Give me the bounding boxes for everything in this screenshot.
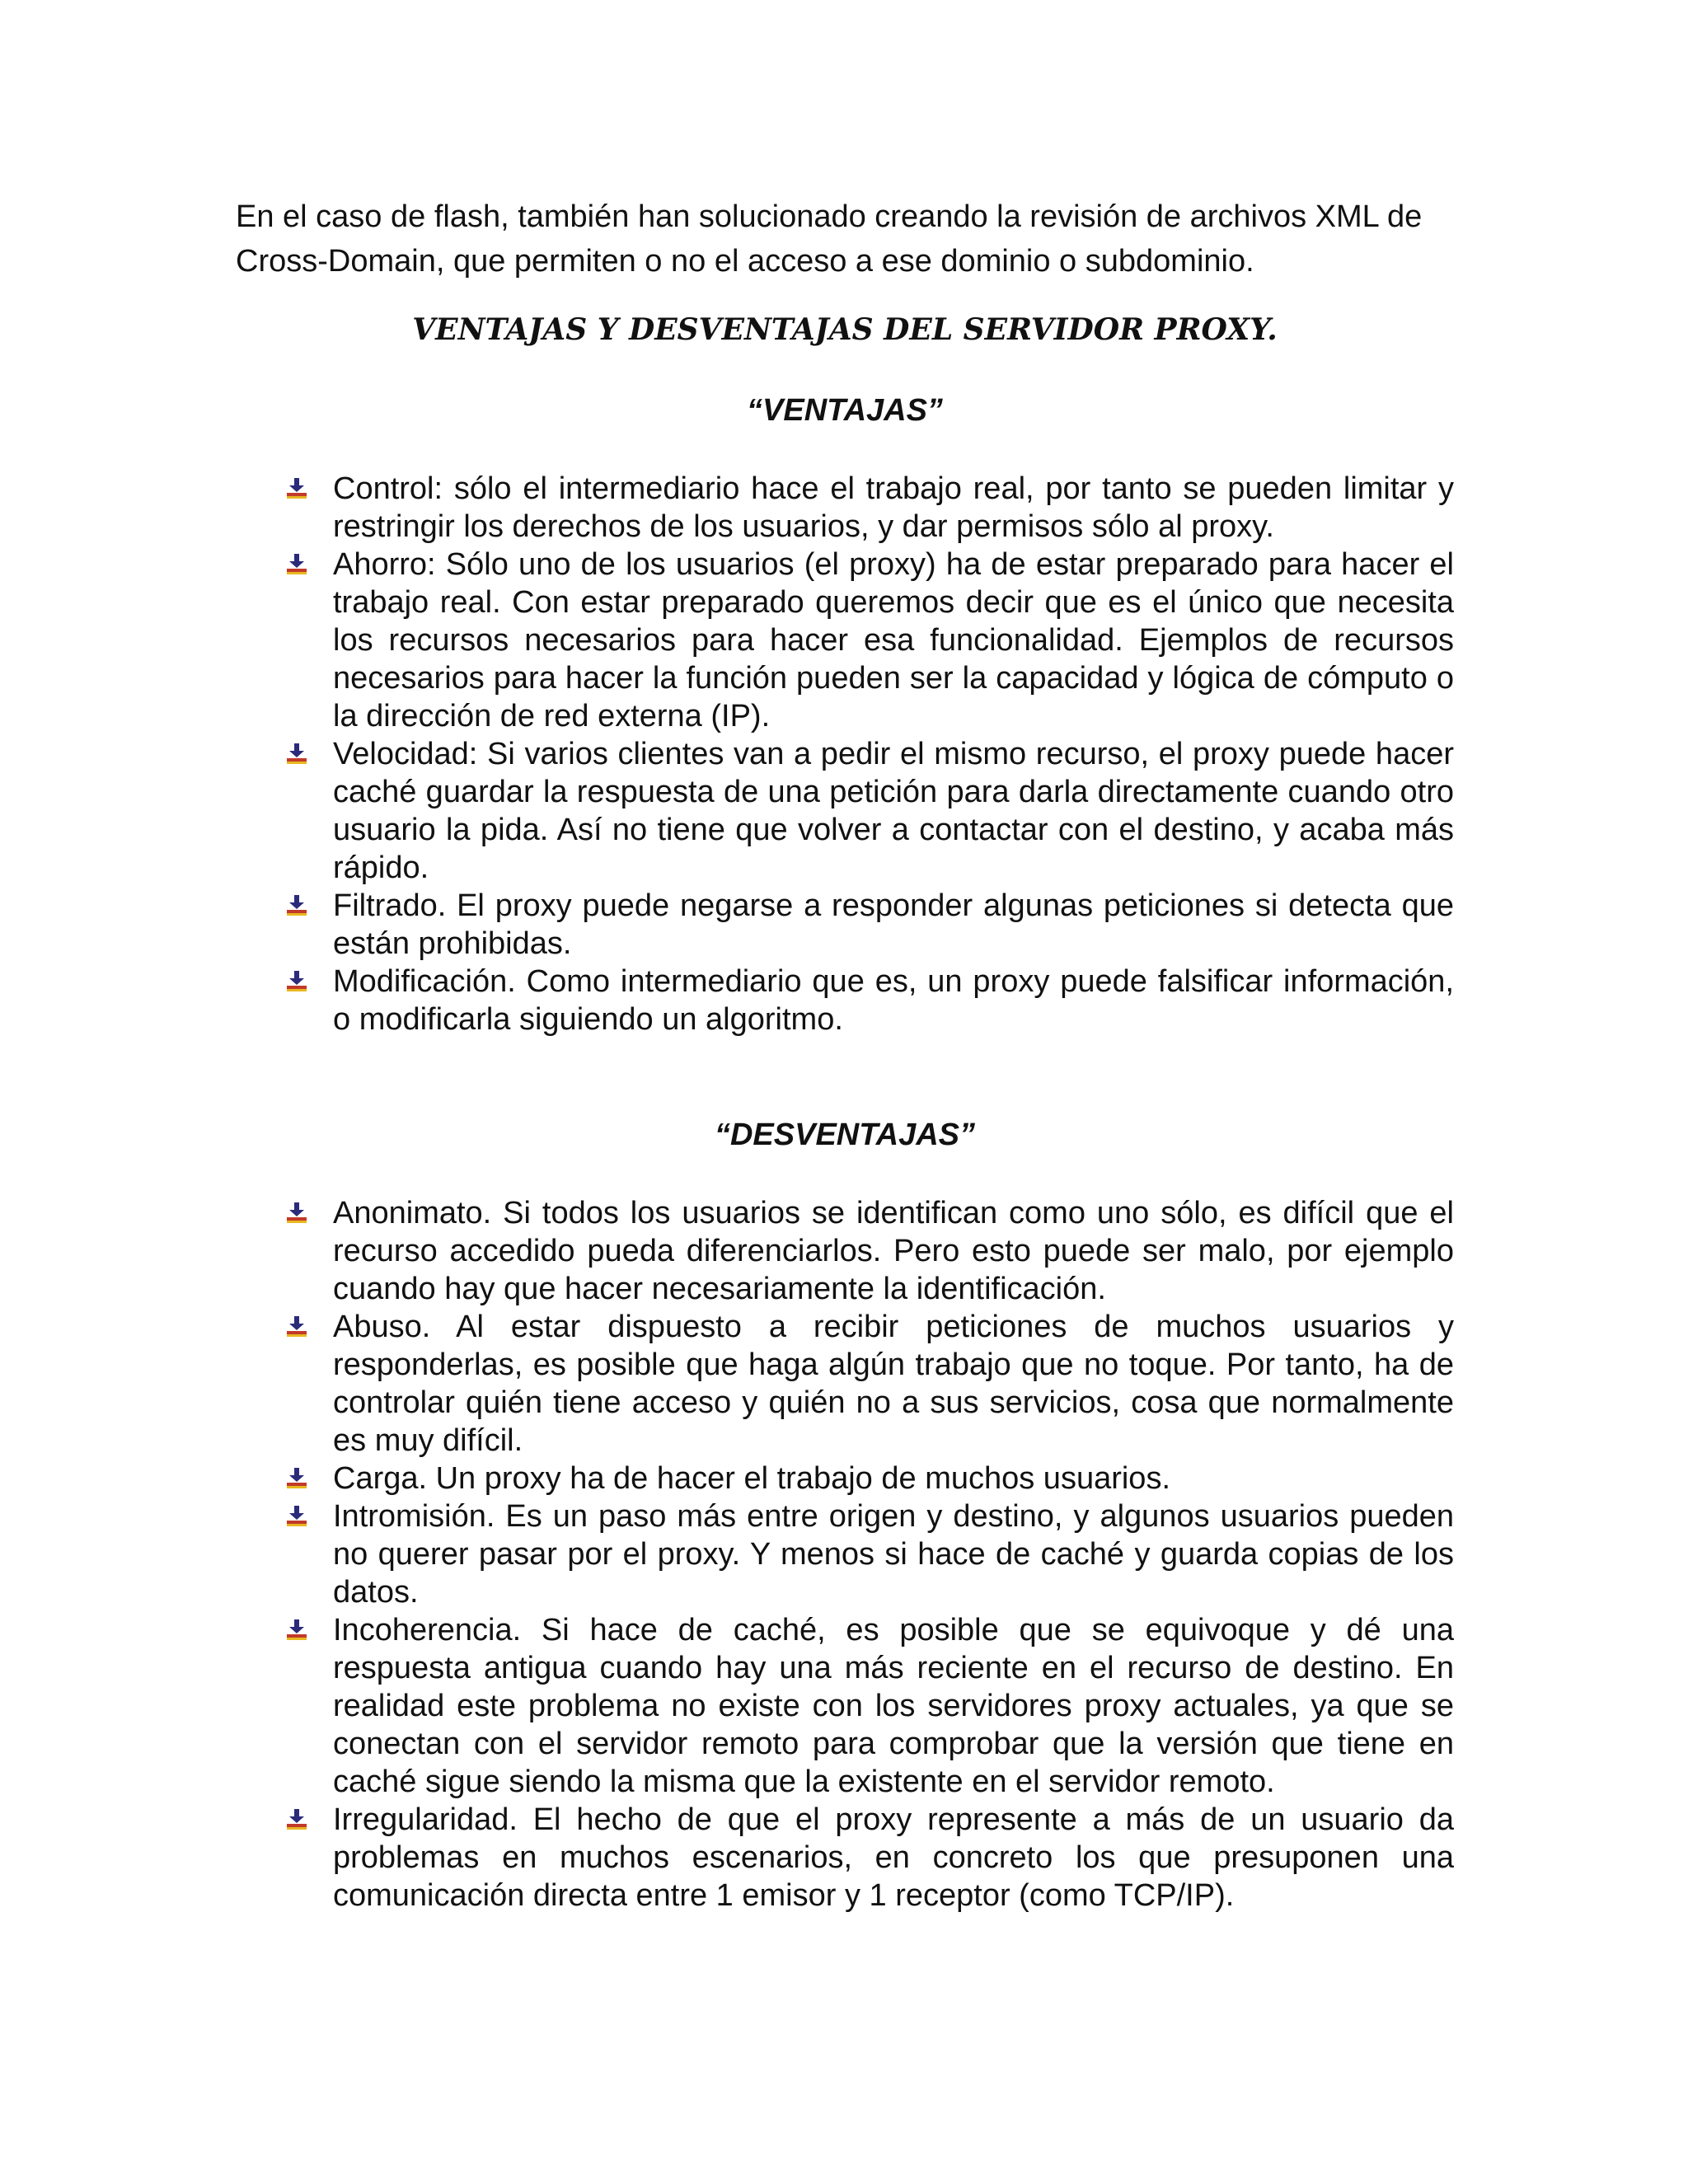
list-item	[280, 1194, 1454, 1308]
list-item	[280, 1497, 1454, 1611]
list-item	[280, 1308, 1454, 1460]
intro-paragraph: En el caso de flash, también han solucionado creando la revisión de archivos XML de Cross-Domain, que permiten o no el acceso a ese dominio o subdominio.	[236, 199, 1423, 279]
list-item-text: Ahorro: Sólo uno de los usuarios (el proxy) ha de estar preparado para hacer el trabajo real. Con estar preparado queremos decir que es el único que necesita los recursos necesarios para hacer esa funcionalidad. Ejemplos de recursos necesarios para hacer la función pueden ser la capacidad y lógica de cómputo o la dirección de red externa (IP).	[333, 547, 1454, 733]
down-arrow-bullet-icon	[285, 1202, 308, 1224]
down-arrow-bullet-icon	[285, 1506, 308, 1527]
list-item	[280, 887, 1454, 963]
list-item-text: Incoherencia. Si hace de caché, es posible que se equivoque y dé una respuesta antigua cuando hay una más reciente en el recurso de destino. En realidad este problema no existe con los servidores proxy actuales, ya que se conectan con el servidor remoto para comprobar que la versión que tiene en caché sigue siendo la misma que la existente en el servidor remoto.	[333, 1613, 1454, 1799]
down-arrow-bullet-icon	[285, 971, 308, 992]
main-heading: VENTAJAS Y DESVENTAJAS DEL SERVIDOR PROXY.	[412, 312, 1278, 347]
down-arrow-bullet-icon	[285, 1316, 308, 1338]
list-item-text: Intromisión. Es un paso más entre origen y destino, y algunos usuarios pueden no querer pasar por el proxy. Y menos si hace de caché y guarda copias de los datos.	[333, 1499, 1454, 1610]
list-item	[280, 546, 1454, 735]
list-item-text: Velocidad: Si varios clientes van a pedir el mismo recurso, el proxy puede hacer caché guardar la respuesta de una petición para darla directamente cuando otro usuario la pida. Así no tiene que volver a contactar con el destino, y acaba más rápido.	[333, 737, 1454, 885]
down-arrow-bullet-icon	[285, 1619, 308, 1641]
list-item-text: Control: sólo el intermediario hace el trabajo real, por tanto se pueden limitar y restringir los derechos de los usuarios, y dar permisos sólo al proxy.	[333, 471, 1454, 544]
list-item-text: Abuso. Al estar dispuesto a recibir peticiones de muchos usuarios y responderlas, es posible que haga algún trabajo que no toque. Por tanto, ha de controlar quién tiene acceso y quién no a sus servicios, cosa que normalmente es muy difícil.	[333, 1310, 1454, 1458]
list-item	[280, 1460, 1454, 1497]
ventajas-heading: “VENTAJAS”	[747, 393, 943, 428]
list-item	[280, 1611, 1454, 1801]
ventajas-list	[280, 470, 1454, 1038]
down-arrow-bullet-icon	[285, 743, 308, 765]
list-item	[280, 470, 1454, 546]
list-item-text: Modificación. Como intermediario que es, un proxy puede falsificar información, o modificarla siguiendo un algoritmo.	[333, 964, 1454, 1037]
list-item-text: Filtrado. El proxy puede negarse a responder algunas peticiones si detecta que están prohibidas.	[333, 888, 1454, 961]
list-item	[280, 1801, 1454, 1915]
down-arrow-bullet-icon	[285, 1468, 308, 1489]
desventajas-heading: “DESVENTAJAS”	[714, 1118, 976, 1152]
down-arrow-bullet-icon	[285, 478, 308, 499]
list-item	[280, 735, 1454, 887]
list-item	[280, 963, 1454, 1038]
list-item-text: Carga. Un proxy ha de hacer el trabajo de muchos usuarios.	[333, 1461, 1170, 1496]
down-arrow-bullet-icon	[285, 895, 308, 916]
down-arrow-bullet-icon	[285, 1809, 308, 1830]
down-arrow-bullet-icon	[285, 554, 308, 575]
desventajas-list	[280, 1194, 1454, 1915]
list-item-text: Anonimato. Si todos los usuarios se identifican como uno sólo, es difícil que el recurso accedido pueda diferenciarlos. Pero esto puede ser malo, por ejemplo cuando hay que hacer necesariamente la identificación.	[333, 1196, 1454, 1306]
list-item-text: Irregularidad. El hecho de que el proxy represente a más de un usuario da problemas en muchos escenarios, en concreto los que presuponen una comunicación directa entre 1 emisor y 1 receptor (como TCP/IP).	[333, 1802, 1454, 1913]
